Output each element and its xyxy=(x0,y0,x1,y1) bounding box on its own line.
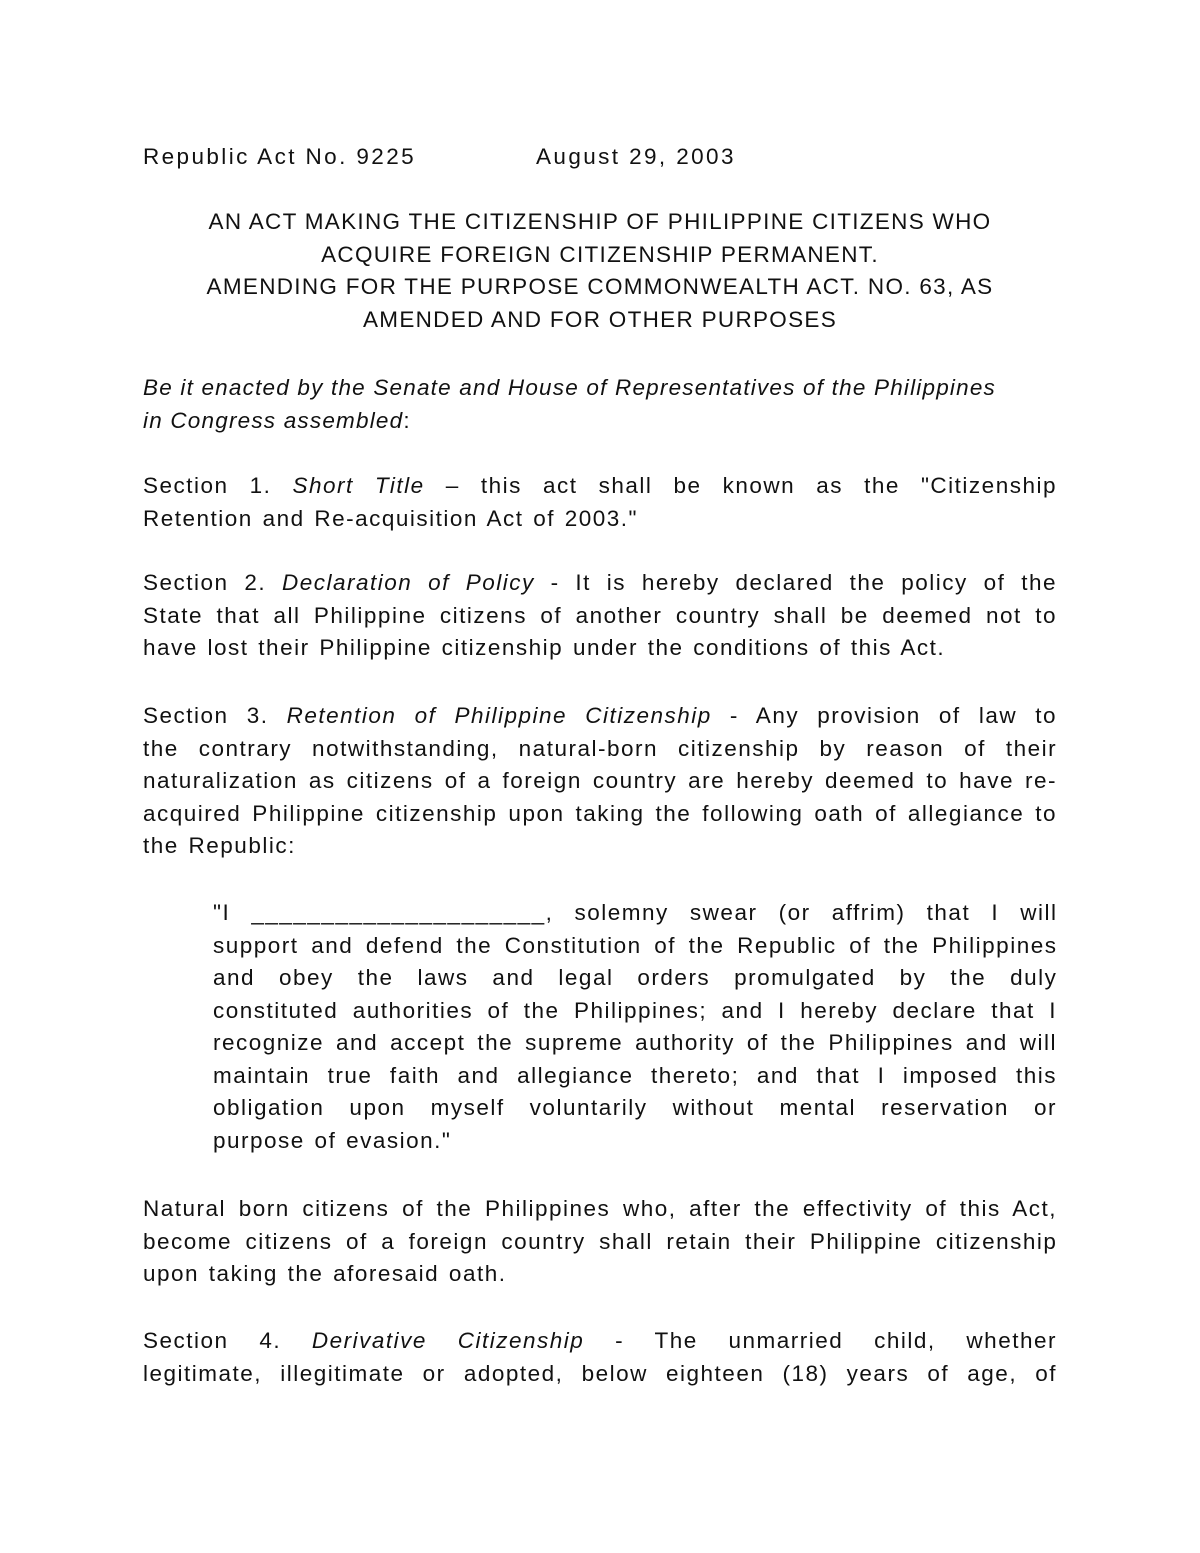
section-2 xyxy=(143,567,1057,665)
section-heading: Declaration of Policy xyxy=(282,570,535,595)
enacting-line: Be it enacted by the Senate and House of Representatives of the Philippines xyxy=(143,375,997,400)
title-line: AMENDING FOR THE PURPOSE COMMONWEALTH ACT. NO. 63, AS xyxy=(206,274,994,299)
oath-line: maintain true faith and allegiance thereto; and that I imposed this xyxy=(213,1062,1057,1088)
section-text-line: - It is hereby declared the policy of the xyxy=(534,570,1057,595)
natural-born-paragraph xyxy=(143,1193,1057,1291)
section-text-line: Retention and Re-acquisition Act of 2003." xyxy=(143,505,639,531)
act-title xyxy=(143,206,1057,336)
section-text-line: - The unmarried child, whether xyxy=(584,1328,1057,1353)
section-text-line: the Republic: xyxy=(143,833,296,858)
oath-line: constituted authorities of the Philippines; and I hereby declare that I xyxy=(213,997,1057,1023)
oath-line: and obey the laws and legal orders promulgated by the duly xyxy=(213,965,1057,990)
oath-line: obligation upon myself voluntarily without mental reservation or xyxy=(213,1095,1057,1120)
section-text-line: - Any provision of law to xyxy=(711,703,1057,728)
act-header xyxy=(143,141,736,173)
section-4 xyxy=(143,1325,1057,1390)
section-1 xyxy=(143,470,1057,535)
oath-line: recognize and accept the supreme authority of the Philippines and will xyxy=(213,1030,1057,1055)
oath-line: "I _____________________, solemny swear (or affrim) that I will xyxy=(213,900,1057,925)
title-line: AMENDED AND FOR OTHER PURPOSES xyxy=(362,306,838,332)
title-line: AN ACT MAKING THE CITIZENSHIP OF PHILIPPINE CITIZENS WHO xyxy=(208,209,992,234)
section-heading: Derivative Citizenship xyxy=(311,1328,585,1353)
section-heading: Short Title xyxy=(292,473,425,498)
title-line: ACQUIRE FOREIGN CITIZENSHIP PERMANENT. xyxy=(321,241,879,267)
enacting-suffix: : xyxy=(403,408,411,433)
section-label: Section 3. xyxy=(143,703,269,728)
section-heading: Retention of Philippine Citizenship xyxy=(286,703,712,728)
oath-of-allegiance xyxy=(213,897,1057,1157)
paragraph-line: become citizens of a foreign country shall retain their Philippine citizenship xyxy=(143,1228,1057,1254)
section-text-line: have lost their Philippine citizenship under the conditions of this Act. xyxy=(143,635,946,660)
section-text-line: legitimate, illegitimate or adopted, below eighteen (18) years of age, of xyxy=(143,1360,1057,1386)
oath-line: support and defend the Constitution of the Republic of the Philippines xyxy=(213,932,1057,958)
enacting-clause xyxy=(143,371,1057,437)
section-text-line: acquired Philippine citizenship upon taking the following oath of allegiance to xyxy=(143,800,1057,826)
section-3 xyxy=(143,700,1057,863)
section-label: Section 1. xyxy=(143,473,272,498)
paragraph-line: Natural born citizens of the Philippines who, after the effectivity of this Act, xyxy=(143,1196,1057,1221)
section-label: Section 2. xyxy=(143,570,267,595)
oath-line: purpose of evasion." xyxy=(213,1127,452,1153)
section-text-line: naturalization as citizens of a foreign country are hereby deemed to have re- xyxy=(143,768,1057,793)
act-number: Republic Act No. 9225 xyxy=(143,144,417,169)
act-date: August 29, 2003 xyxy=(536,144,736,169)
section-text-line: – this act shall be known as the "Citizenship xyxy=(424,473,1057,498)
section-label: Section 4. xyxy=(143,1328,282,1353)
section-text-line: State that all Philippine citizens of another country shall be deemed not to xyxy=(143,602,1057,628)
paragraph-line: upon taking the aforesaid oath. xyxy=(143,1261,507,1286)
enacting-line: in Congress assembled xyxy=(143,408,404,433)
section-text-line: the contrary notwithstanding, natural-born citizenship by reason of their xyxy=(143,735,1057,761)
